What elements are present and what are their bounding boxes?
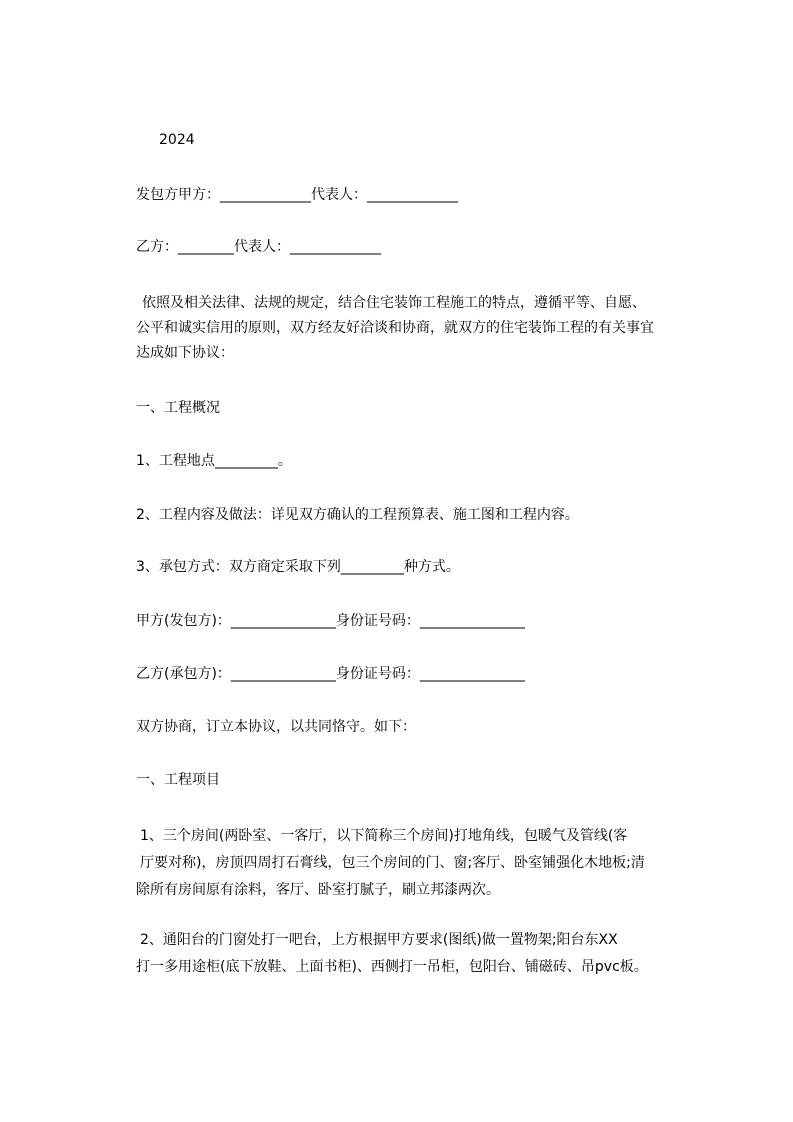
intro-line-1: 依照及相关法律、法规的规定，结合住宅装饰工程施工的特点，遵循平等、自愿、 <box>142 295 646 311</box>
project-1-line-1: 1、三个房间(两卧室、一客厅，以下简称三个房间)打地角线，包暖气及管线(客 <box>140 828 628 844</box>
project-item-2 <box>136 927 648 981</box>
project-item-1 <box>136 823 645 904</box>
party-b-id-line: 乙方(承包方)：_______________身份证号码：_______________ <box>136 666 525 682</box>
project-1-line-3: 除所有房间原有涂料，客厅、卧室打腻子，刷立邦漆两次。 <box>136 882 500 898</box>
section-1-heading: 一、工程概况 <box>136 400 220 416</box>
intro-paragraph <box>136 291 654 366</box>
party-a-line: 发包方甲方：_____________代表人：_____________ <box>136 187 458 203</box>
party-b-line: 乙方：________代表人：_____________ <box>136 239 381 255</box>
party-a-id-line: 甲方(发包方)：_______________身份证号码：_______________ <box>136 613 525 629</box>
section-2-heading: 一、工程项目 <box>136 772 220 788</box>
project-2-line-1: 2、通阳台的门窗处打一吧台，上方根据甲方要求(图纸)做一置物架;阳台东XX <box>140 932 618 948</box>
intro-line-2: 公平和诚实信用的原则，双方经友好洽谈和协商，就双方的住宅装饰工程的有关事宜 <box>136 320 654 336</box>
item-3-contract-method: 3、承包方式：双方商定采取下列_________种方式。 <box>136 559 460 575</box>
item-1-location: 1、工程地点_________。 <box>136 453 292 469</box>
document-year: 2024 <box>159 132 195 148</box>
project-1-line-2: 厅要对称)，房顶四周打石膏线，包三个房间的门、窗;客厅、卧室铺强化木地板;清 <box>140 855 645 871</box>
agreement-line: 双方协商，订立本协议，以共同恪守。如下： <box>136 719 416 735</box>
project-2-line-2: 打一多用途柜(底下放鞋、上面书柜)、西侧打一吊柜，包阳台、铺磁砖、吊pvc板。 <box>136 959 648 975</box>
intro-line-3: 达成如下协议： <box>136 345 234 361</box>
item-2-content: 2、工程内容及做法：详见双方确认的工程预算表、施工图和工程内容。 <box>136 507 579 523</box>
